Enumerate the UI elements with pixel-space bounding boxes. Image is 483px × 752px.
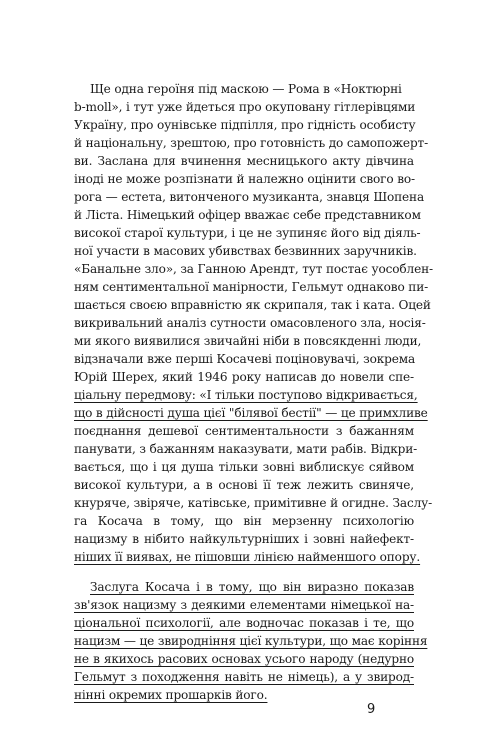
page-number: 9 xyxy=(367,702,376,717)
text-line-underlined: що в дійсності душа цієї "білявої бестії" — це примхливе xyxy=(74,406,428,420)
text-line: й Ліста. Німецький офіцер вважає себе представником xyxy=(74,208,421,222)
text-line: високої культури, а в основі її теж лежить свиняче, xyxy=(74,478,414,492)
text-line: й національну, зрештою, про готовність до самопожерт- xyxy=(74,136,429,150)
text-line: «Банальне зло», за Ганною Арендт, тут постає уособлен- xyxy=(74,262,433,276)
text-line: відзначали вже перші Косачеві поціновувачі, зокрема xyxy=(74,352,416,366)
text-line-underlined: зв'язок нацизму з деякими елементами німецької на- xyxy=(74,598,414,612)
text-line: Юрій Шерех, який 1946 року написав до новели спе- xyxy=(74,370,414,384)
text-line: викривальний аналіз сутности омасовленого зла, носія- xyxy=(74,316,426,330)
text-line: нацизму в нібито найкультурніших і зовні найефект- xyxy=(74,532,414,546)
text-line: b-moll», і тут уже йдеться про окуповану гітлерівцями xyxy=(74,100,416,114)
page-body xyxy=(74,80,433,704)
text-line: іноді не може розпізнати й належно оцінити свого во- xyxy=(74,172,415,186)
text-line: ням сентиментальної манірности, Гельмут однаково пи- xyxy=(74,280,429,294)
paragraph-2 xyxy=(74,578,428,704)
text-line-underlined: нацизм — це звиродніння цієї культури, що має коріння xyxy=(74,634,428,648)
text-line-underlined: ціальну передмову: «І тільки поступово відкривається, xyxy=(74,388,418,402)
paragraph-gap xyxy=(74,566,414,578)
text-line: ми якого виявилися звичайні ніби в повсякденні люди, xyxy=(74,334,422,348)
text-line: ви. Заслана для вчинення месницького акту дівчина xyxy=(74,154,414,168)
text-line: га Косача в тому, що він мерзенну психологію xyxy=(74,514,414,528)
text-line-underlined: нінні окремих прошарків його. xyxy=(74,688,268,702)
text-line-underlined: ціональної психології, але водночас показав і те, що xyxy=(74,616,414,630)
text-line: Україну, про оунівське підпілля, про гідність особисту xyxy=(74,118,416,132)
text-line: ної участи в масових убивствах безвинних заручників. xyxy=(74,244,417,258)
text-line: Ще одна героїня під маскою — Рома в «Ноктюрні xyxy=(90,82,402,96)
text-line-underlined: ніших її виявах, не пішовши лінією найменшого опору. xyxy=(74,550,421,564)
text-line-underlined: Гельмут з походження навіть не німець), а у звирод- xyxy=(74,670,414,684)
text-line: кнуряче, звіряче, катівське, примітивне й огидне. Заслу- xyxy=(74,496,433,510)
text-line: рога — естета, витонченого музиканта, знавця Шопена xyxy=(74,190,425,204)
text-line-underlined: не в якихось расових основах усього народу (недурно xyxy=(74,652,414,666)
text-line-underlined: Заслуга Косача і в тому, що він виразно показав xyxy=(90,580,414,594)
text-line: шається своєю вправністю як скрипаля, так і ката. Оцей xyxy=(74,298,431,312)
text-line: високої старої культури, і це не зупиняє його від діяль- xyxy=(74,226,421,240)
text-line: вається, що і ця душа тільки зовні виблискує сяйвом xyxy=(74,460,414,474)
text-line: панувати, з бажанням наказувати, мати рабів. Відкри- xyxy=(74,442,418,456)
text-line: поєднання дешевої сентиментальности з бажанням xyxy=(74,424,414,438)
paragraph-1 xyxy=(74,80,433,566)
